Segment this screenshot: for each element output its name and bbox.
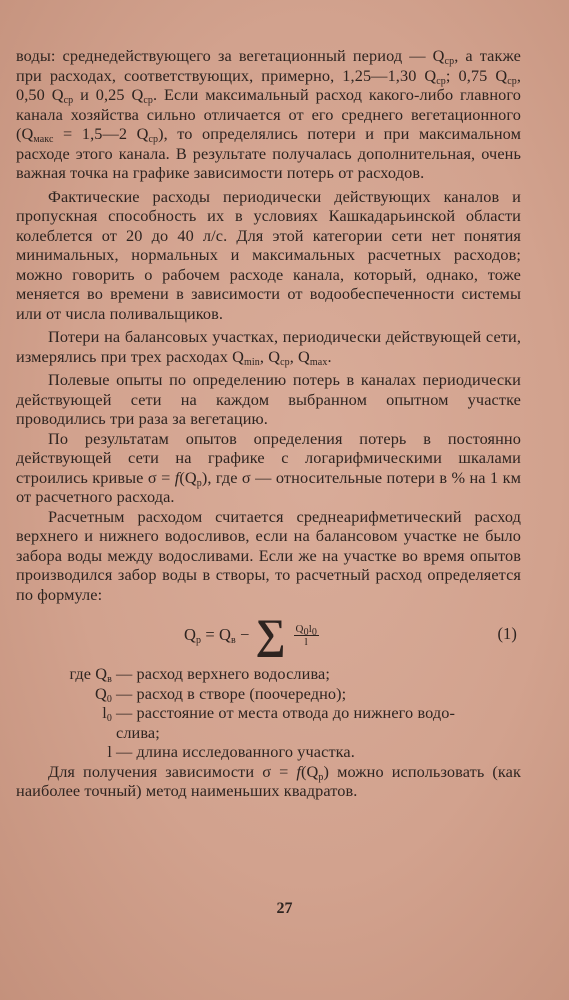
definition-symbol: l — [107, 742, 112, 761]
definition-symbol: $Q_0$ — [95, 683, 112, 705]
definition-text: — расстояние от места отвода до нижнего водо- — [116, 703, 456, 722]
definition-symbol: где $Q_в$ — [69, 664, 112, 685]
formula-1 — [16, 610, 521, 660]
definition-text: — расход верхнего водослива; — [116, 664, 330, 683]
definition-row — [16, 742, 521, 762]
page-number: 27 — [276, 900, 293, 917]
paragraph-1: воды: среднедействующего за вегетационный период — $Q_{ср}$, а также при расходах, соответствующих, примерно, 1,25—1,30 $Q_{ср}$; 0,75 $Q_{ср}$, 0,50 $Q_{ср}$ и 0,25 $Q_{ср}$. Если максимальный расход какого-либо главного канала хозяйства сильно отличается от его среднего вегетационного ($Q_{макс}$ = 1,5—2 $Q_{ср}$), то определялись потери и при максимальном расходе этого канала. В результате получалась дополнительная, очень важная точка на графике зависимости потерь от расходов. — [16, 46, 521, 182]
sigma-symbol: ∑ — [255, 612, 286, 658]
formula-numerator: $Q_0l_0$ — [295, 622, 317, 638]
definition-text: — расход в створе (поочередно); — [116, 683, 347, 703]
paragraph-6: Расчетным расходом считается среднеарифметический расход верхнего и нижнего водосливов, если на балансовом участке не было забора воды между водосливами. Если же на участке во время опытов производился забор воды в створы, то расчетный расход определяется по формуле: — [16, 506, 521, 604]
formula-fraction — [294, 623, 319, 648]
definition-text: слива; — [116, 722, 160, 742]
definition-row — [16, 664, 521, 684]
definitions-list — [16, 664, 521, 762]
paragraph-last: Для получения зависимости $\sigma = f(Q_р)$ можно использовать (как наиболее точный) метод наименьших квадратов. — [16, 761, 521, 800]
equation-number: (1) — [497, 624, 517, 643]
page-text — [16, 46, 521, 801]
formula-lhs: $Q_р = Q_в$ − — [184, 625, 250, 647]
paragraph-2: Фактические расходы периодически действующих каналов и пропускная способность их в условиях Кашкадарьинской области колеблется от 20 до 40 л/с. Для этой категории сети нет понятия минимальных, нормальных и максимальных расчетных расходов; можно говорить о рабочем расходе канала, который, однако, тоже меняется во времени в зависимости от водообеспеченности системы или от числа поливальщиков. — [16, 186, 521, 323]
definition-row — [16, 684, 521, 704]
paragraph-5: По результатам опытов определения потерь в постоянно действующей сети на графике с логарифмическими шкалами строились кривые $\sigma = f(Q_р)$, где σ — относительные потери в % на 1 км от расчетного расхода. — [16, 428, 521, 506]
definition-row — [16, 723, 521, 743]
definition-row — [16, 703, 521, 723]
paragraph-4: Полевые опыты по определению потерь в каналах периодически действующей сети на каждом выбранном опытном участке проводились три раза за вегетацию. — [16, 370, 521, 428]
paragraph-3: Потери на балансовых участках, периодически действующей сети, измерялись при трех расходах $Q_{min}$, $Q_{ср}$, $Q_{max}$. — [16, 327, 521, 368]
formula-denominator: l — [304, 635, 308, 648]
definition-symbol: $l_0$ — [102, 703, 112, 724]
definition-text: — длина исследованного участка. — [116, 742, 355, 761]
definition-symbol — [16, 723, 116, 743]
